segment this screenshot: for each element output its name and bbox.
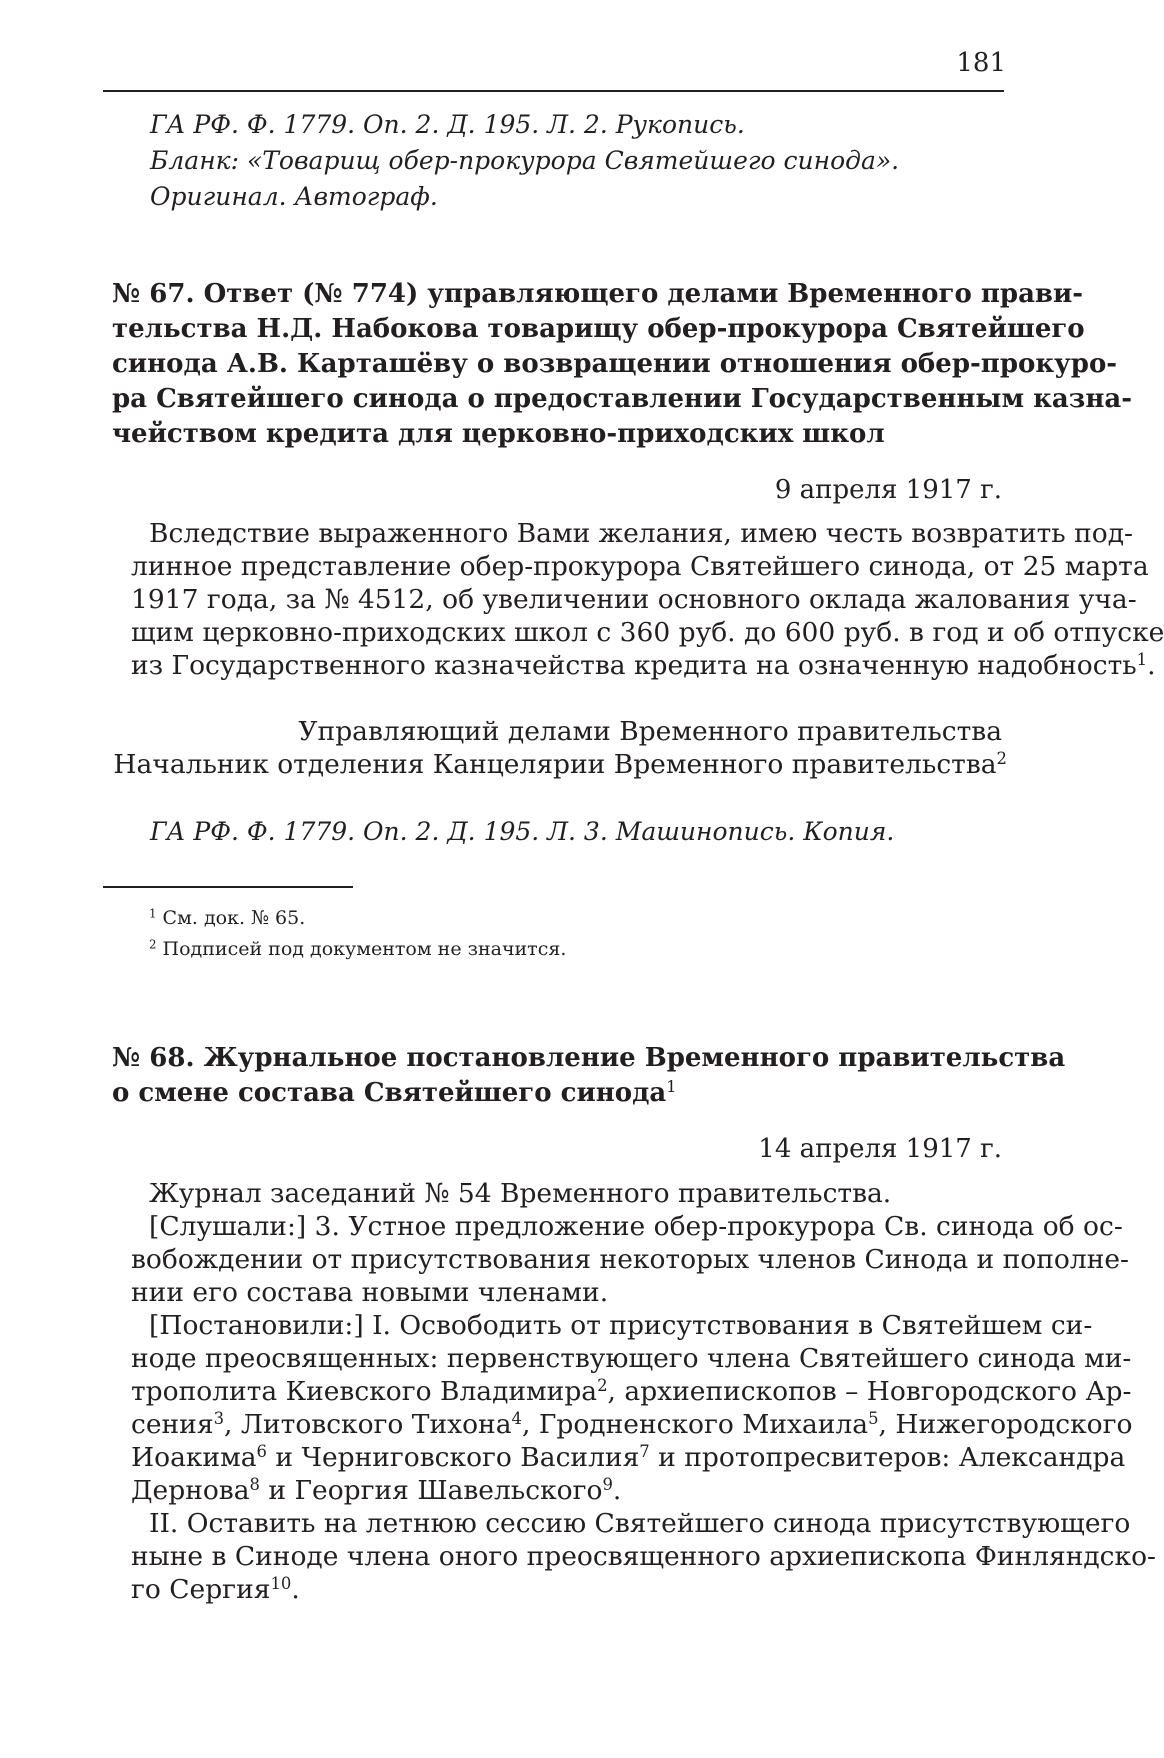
- footnote-ref: 8: [249, 1474, 260, 1494]
- doc67-heading-line: тельства Н.Д. Набокова товарищу обер-прокурора Святейшего: [112, 314, 1085, 344]
- doc68-heard-line: вобождении от присутствования некоторых членов Синода и пополне-: [131, 1244, 1129, 1275]
- footnote: $^2$ Подписей под документом не значится.: [149, 937, 567, 960]
- doc68-date: 14 апреля 1917 г.: [758, 1134, 1002, 1164]
- signature-line: Начальник отделения Канцелярии Временного правительства$^2$: [113, 748, 1007, 780]
- doc68-item2-line: ныне в Синоде члена оного преосвященного архиепископа Финляндско-: [131, 1541, 1156, 1572]
- doc67-body-line: линное представление обер-прокурора Святейшего синода, от 25 марта: [131, 551, 1149, 582]
- doc67-heading-line: ра Святейшего синода о предоставлении Государственным казна-: [112, 384, 1133, 414]
- doc68-heard-line: [Слушали:] 3. Устное предложение обер-прокурора Св. синода об ос-: [149, 1211, 1123, 1242]
- footnote-ref: 1: [1136, 649, 1148, 669]
- doc67-body-line: щим церковно-приходских школ с 360 руб. до 600 руб. в год и об отпуске: [131, 617, 1164, 648]
- footnote-ref: 2: [597, 1375, 608, 1395]
- doc67-heading-line: синода А.В. Карташёву о возвращении отношения обер-прокуро-: [112, 349, 1118, 379]
- header-rule: [103, 90, 1004, 92]
- doc68-heard-line: нии его состава новыми членами.: [131, 1277, 609, 1308]
- doc68-resolved-line: Иоакима$^6$ и Черниговского Василия$^7$ и протопресвитеров: Александра: [131, 1441, 1126, 1473]
- signature-line: Управляющий делами Временного правительства: [298, 716, 1002, 747]
- doc68-heading-line: о смене состава Святейшего синода$^1$: [112, 1077, 677, 1108]
- doc68-resolved-line: ноде преосвященных: первенствующего члена Святейшего синода ми-: [131, 1343, 1132, 1374]
- doc68-item2-line: II. Оставить на летнюю сессию Святейшего синода присутствующего: [149, 1508, 1131, 1539]
- footnote: $^1$ См. док. № 65.: [149, 906, 306, 929]
- top-archive-line: ГА РФ. Ф. 1779. Оп. 2. Д. 195. Л. 2. Рукопись.: [150, 110, 745, 139]
- footnote-ref: 10: [270, 1573, 292, 1593]
- page-number: 181: [956, 48, 1006, 78]
- footnote-ref: 6: [256, 1441, 267, 1461]
- doc68-resolved-line: [Постановили:] I. Освободить от присутствования в Святейшем си-: [149, 1310, 1093, 1341]
- doc68-resolved-line: трополита Киевского Владимира$^2$, архиепископов – Новгородского Ар-: [131, 1375, 1132, 1407]
- doc67-date: 9 апреля 1917 г.: [774, 475, 1002, 505]
- footnote-ref: 1: [666, 1077, 677, 1097]
- top-archive-line: Оригинал. Автограф.: [150, 182, 438, 211]
- doc68-item2-line: го Сергия$^{10}$.: [131, 1573, 300, 1605]
- footnote-ref: 2: [996, 748, 1007, 768]
- doc67-body-line: из Государственного казначейства кредита на означенную надобность$^1$.: [131, 649, 1156, 681]
- doc67-heading-line: № 67. Ответ (№ 774) управляющего делами Временного прави-: [112, 279, 1084, 309]
- footnote-ref: 4: [511, 1408, 522, 1428]
- doc67-body-line: Вследствие выраженного Вами желания, имею честь возвратить под-: [149, 518, 1134, 549]
- top-archive-line: Бланк: «Товарищ обер-прокурора Святейшего синода».: [150, 146, 900, 175]
- footnote-rule: [103, 886, 353, 888]
- footnote-ref: 9: [602, 1474, 613, 1494]
- footnote-ref: 7: [639, 1441, 650, 1461]
- doc68-resolved-line: сения$^3$, Литовского Тихона$^4$, Гродненского Михаила$^5$, Нижегородского: [131, 1408, 1133, 1440]
- footnote-ref: 5: [868, 1408, 879, 1428]
- doc67-heading-line: чейством кредита для церковно-приходских школ: [112, 419, 885, 449]
- doc68-heading-line: № 68. Журнальное постановление Временного правительства: [112, 1043, 1066, 1073]
- doc67-archive: ГА РФ. Ф. 1779. Оп. 2. Д. 195. Л. 3. Машинопись. Копия.: [150, 817, 895, 846]
- doc67-body-line: 1917 года, за № 4512, об увеличении основного оклада жалования уча-: [131, 584, 1137, 615]
- doc68-resolved-line: Дернова$^8$ и Георгия Шавельского$^9$.: [131, 1474, 622, 1506]
- footnote-ref: 3: [213, 1408, 225, 1428]
- doc68-journal: Журнал заседаний № 54 Временного правительства.: [149, 1178, 892, 1209]
